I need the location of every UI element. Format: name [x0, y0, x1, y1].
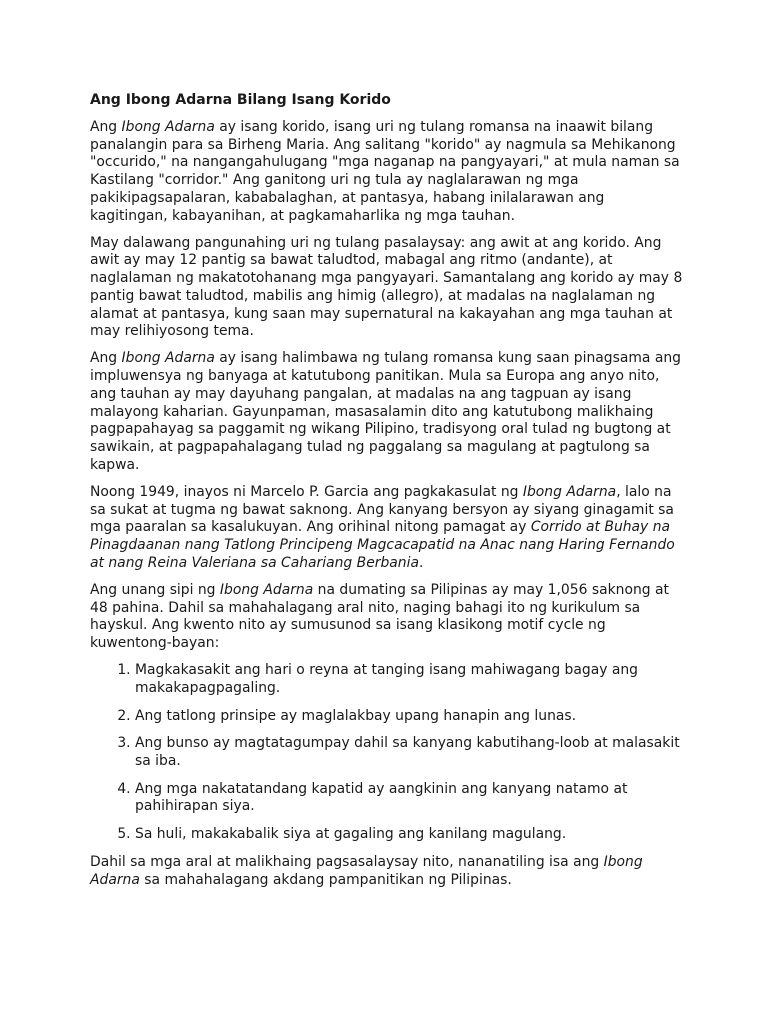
paragraph-text: Ang — [90, 350, 122, 367]
document-title: Ang Ibong Adarna Bilang Isang Korido — [90, 92, 391, 108]
italic-title: Ibong Adarna — [121, 119, 215, 135]
paragraph-awit-korido: May dalawang pangunahing uri ng tulang pasalaysay: ang awit at ang korido. Ang awit ay may 12 pantig sa bawat taludtod, mabagal ang ritmo (andante), at naglalaman ng makatotohanang mga pangyayari. Samantalang ang korido ay may 8 pantig bawat taludtod, mabilis ang himig (allegro), at madalas na naglalaman ng alamat at pantasya, kung saan may supernatural na kakayahan ang mga tauhan at may relihiyosong tema. — [90, 234, 683, 340]
paragraph-first-copy — [90, 582, 685, 653]
paragraph-text: Noong 1949, inayos ni Marcelo P. Garcia ang pagkakasulat ng — [90, 483, 523, 500]
paragraph-text: Ang — [90, 119, 122, 135]
paragraph-text: , lalo na sa sukat at tugma ng bawat saknong. Ang kanyang bersyon ay siyang ginagamit sa mga paaralan sa kasalukuyan. Ang orihinal nitong pamagat ay — [90, 483, 674, 536]
list-item: 2. Ang tatlong prinsipe ay maglalakbay upang hanapin ang lunas. — [135, 708, 685, 726]
italic-title: Ibong Adarna — [90, 853, 643, 888]
paragraph-text: . — [418, 554, 424, 571]
italic-title: Ibong Adarna — [219, 581, 314, 598]
document-page — [90, 91, 685, 899]
paragraph-text: Dahil sa mga aral at malikhaing pagsasalaysay nito, nananatiling isa ang — [90, 853, 604, 870]
list-item: 3. Ang bunso ay magtatagumpay dahil sa kanyang kabutihang-loob at malasakit sa iba. — [135, 735, 685, 770]
paragraph-text: Ang unang sipi ng — [90, 581, 220, 598]
paragraph-text: sa mahahalagang akdang pampanitikan ng Pilipinas. — [139, 871, 512, 888]
italic-title: Ibong Adarna — [522, 483, 617, 500]
list-item: 4. Ang mga nakatatandang kapatid ay aangkinin ang kanyang natamo at pahihirapan siya. — [135, 781, 685, 816]
motif-cycle-list — [90, 662, 685, 844]
paragraph-korido-definition — [90, 119, 685, 225]
list-item: 1. Magkakasakit ang hari o reyna at tanging isang mahiwagang bagay ang makakapagpagaling. — [135, 662, 685, 697]
paragraph-text: ay isang halimbawa ng tulang romansa kung saan pinagsama ang impluwensya ng banyaga at katutubong panitikan. Mula sa Europa ang anyo nito, ang tauhan ay may dayuhang pangalan, at madalas na ang tagpuan ay isang malayong kaharian. Gayunpaman, masasalamin dito ang katutubong malikhaing pagpapahayag sa paggamit ng wikang Pilipino, tradisyong oral tulad ng bugtong at sawikain, at pagpapahalagang tulad ng paggalang sa magulang at pagtulong sa kapwa. — [90, 350, 681, 473]
paragraph-garcia-1949 — [90, 484, 685, 573]
italic-title: Ibong Adarna — [121, 350, 215, 367]
paragraph-text: na dumating sa Pilipinas ay may 1,056 saknong at 48 pahina. Dahil sa mahahalagang aral nito, naging bahagi ito ng kurikulum sa hayskul. Ang kwento nito ay sumusunod sa isang klasikong motif cycle ng kuwentong-bayan: — [90, 581, 669, 651]
paragraph-conclusion — [90, 854, 685, 889]
list-item: 5. Sa huli, makakabalik siya at gagaling ang kanilang magulang. — [135, 826, 685, 844]
paragraph-romansa-influence — [90, 350, 685, 474]
italic-original-title: Corrido at Buhay na Pinagdaanan nang Tatlong Principeng Magcacapatid na Anac nang Haring Fernando at nang Reina Valeriana sa Cahariang Berbania — [90, 519, 675, 571]
paragraph-text: ay isang korido, isang uri ng tulang romansa na inaawit bilang panalangin para sa Birheng Maria. Ang salitang "korido" ay nagmula sa Mehikanong "occurido," na nangangahulugang "mga naganap na pangyayari," at mula naman sa Kastilang "corridor." Ang ganitong uri ng tula ay naglalarawan ng mga pakikipagsapalaran, kababalaghan, at pantasya, habang inilalarawan ang kagitingan, kabayanihan, at pagkamaharlika ng mga tauhan. — [90, 119, 680, 224]
